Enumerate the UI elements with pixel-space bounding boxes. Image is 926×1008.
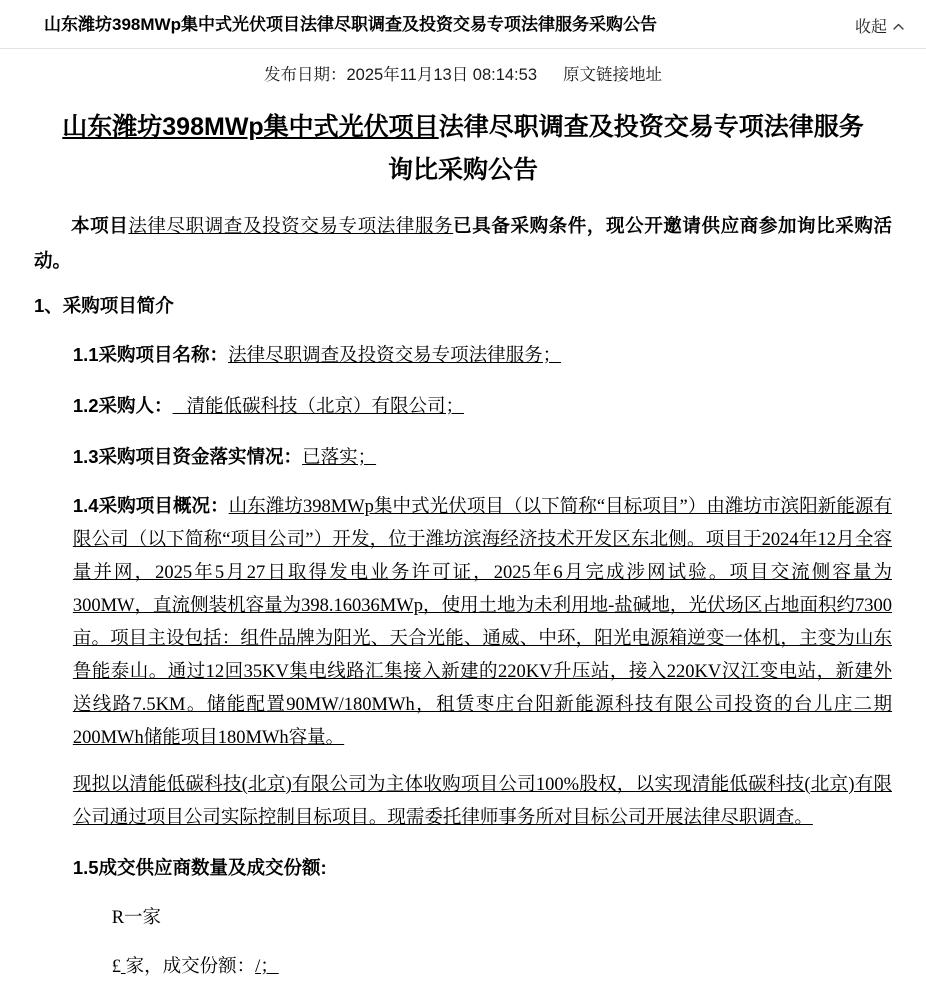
doc-title-plain: 法律尽职调查及投资交易专项法律服务 [438,113,864,141]
intro-post: 已具备采购条件，现公开邀请供应商参加询比采购活动。 [34,215,892,271]
item-1-5-share-value: /； [255,957,279,977]
doc-subtitle: 询比采购公告 [387,156,538,184]
item-1-5-option-1: R一家 [111,908,162,928]
item-1-4 [34,489,892,755]
item-1-4-label: 1.4采购项目概况： [72,495,229,516]
item-1-3-value: 已落实； [302,448,377,468]
intro-underlined: 法律尽职调查及投资交易专项法律服务 [128,217,454,237]
source-link[interactable]: 原文链接地址 [563,66,662,84]
item-1-1 [34,338,892,373]
meta-row [0,49,926,91]
item-1-5-mid: 家，成交份额： [125,957,256,977]
document-body [0,91,926,1008]
intro-pre: 本项目 [71,215,129,236]
item-1-5-checkbox-glyph: £ [111,957,121,977]
item-1-1-label: 1.1采购项目名称： [72,344,229,365]
announcement-header [0,0,926,49]
item-1-2 [34,389,892,424]
item-1-4-body-2 [34,769,892,835]
item-1-5-option-2 [34,951,892,984]
publish-date: 发布日期：2025年11月13日 08:14:53 [264,66,537,84]
chevron-up-icon [893,22,904,33]
item-1-5 [34,851,892,886]
collapse-label: 收起 [854,19,887,36]
page-title: 山东潍坊398MWp集中式光伏项目法律尽职调查及投资交易专项法律服务采购公告 [44,15,657,34]
item-1-1-value: 法律尽职调查及投资交易专项法律服务； [228,346,562,366]
item-1-4-body-2-text: 现拟以清能低碳科技(北京)有限公司为主体收购项目公司100%股权，以实现清能低碳科技(北京)有限公司通过项目公司实际控制目标项目。现需委托律师事务所对目标公司开展法律尽职调查。 [72,775,892,828]
doc-title-underlined: 山东潍坊398MWp集中式光伏项目 [62,113,439,141]
section-1-heading: 1、采购项目简介 [34,295,174,316]
item-1-3-label: 1.3采购项目资金落实情况： [72,446,303,467]
item-1-2-label: 1.2采购人： [72,395,173,416]
item-1-3 [34,440,892,475]
collapse-button[interactable] [855,12,904,37]
doc-title [34,107,892,147]
item-1-4-body: 山东潍坊398MWp集中式光伏项目（以下简称“目标项目”）由潍坊市滨阳新能源有限公司（以下简称“项目公司”）开发，位于潍坊滨海经济技术开发区东北侧。项目于2024年12月全容量并网，2025年5月27日取得发电业务许可证，2025年6月完成涉网试验。项目交流侧容量为300MW，直流侧装机容量为398.16036MWp，使用土地为未利用地-盐碱地，光伏场区占地面积约7300亩。项目主设包括：组件品牌为阳光、天合光能、通威、中环，阳光电源箱逆变一体机，主变为山东鲁能泰山。通过12回35KV集电线路汇集接入新建的220KV升压站，接入220KV汉江变电站，新建外送线路7.5KM。储能配置90MW/180MWh，租赁枣庄台阳新能源科技有限公司投资的台儿庄二期200MWh储能项目180MWh容量。 [72,497,892,748]
item-1-2-value: 清能低碳科技（北京）有限公司； [186,397,464,417]
item-1-5-label: 1.5成交供应商数量及成交份额: [72,857,327,878]
intro-paragraph [34,209,892,279]
